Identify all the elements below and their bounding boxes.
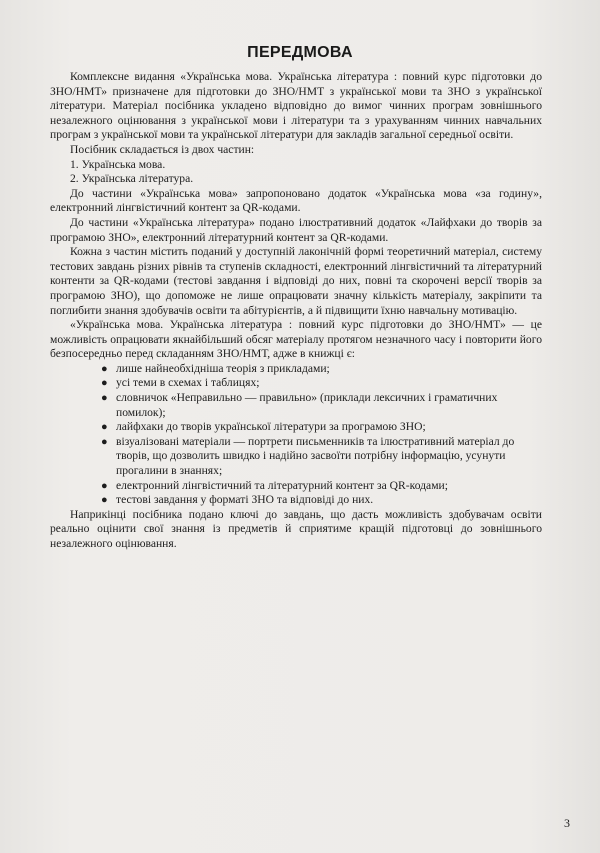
bullet-icon: ● bbox=[101, 479, 108, 492]
feature-list bbox=[50, 362, 542, 508]
paragraph-intro: Комплексне видання «Українська мова. Українська література : повний курс підготовки до ЗНО/НМТ» призначене для підготовки до ЗНО/НМТ з української мови та ЗНО з української літератури. Матеріал посібника укладено відповідно до вимог чинних програм зовнішнього незалежного оцінювання з української мови і літератури та з урахуванням чинних навчальних програм з української мови та української літератури для закладів загальної середньої освіти. bbox=[50, 70, 542, 142]
paragraph-language-appendix: До частини «Українська мова» запропоновано додаток «Українська мова «за годину», електронний лінгвістичний контент за QR-кодами. bbox=[50, 186, 542, 215]
list-item: ● лайфхаки до творів української літератури за програмою ЗНО; bbox=[101, 420, 426, 434]
paragraph-part-2: 2. Українська література. bbox=[70, 172, 194, 186]
body-text bbox=[50, 70, 542, 552]
list-item: ● електронний лінгвістичний та літературний контент за QR-кодами; bbox=[101, 478, 448, 492]
bullet-icon: ● bbox=[101, 494, 108, 507]
bullet-icon: ● bbox=[101, 377, 108, 390]
page-title: ПЕРЕДМОВА bbox=[247, 44, 353, 61]
bullet-icon: ● bbox=[101, 421, 108, 434]
bullet-icon: ● bbox=[101, 362, 108, 375]
paragraph-contents: Кожна з частин містить поданий у доступній лаконічній формі теоретичний матеріал, систему тестових завдань різних рівнів та ступенів складності, електронний лінгвістичний та літературний контенти за QR-кодами (тестові завдання і відповіді до них, повні та скорочені версії творів за програмою ЗНО), що допоможе не лише опрацювати значну кількість матеріалу, закріпити та поглибити знання здобувачів освіти та абітурієнтів, а й підвищити їхню навчальну мотивацію. bbox=[50, 245, 542, 317]
list-item: ● словничок «Неправильно — правильно» (приклади лексичних і граматичних помилок); bbox=[101, 391, 498, 419]
bullet-icon: ● bbox=[101, 435, 108, 448]
paragraph-parts-intro: Посібник складається із двох частин: bbox=[70, 142, 255, 156]
list-item: ● візуалізовані матеріали — портрети письменників та ілюстративний матеріал до творів, що дозволить швидко і надійно засвоїти потрібну інформацію, усунути прогалини в знаннях; bbox=[101, 434, 515, 478]
paragraph-part-1: 1. Українська мова. bbox=[70, 157, 166, 171]
paragraph-literature-appendix: До частини «Українська література» подано ілюстративний додаток «Лайфхаки до творів за програмою ЗНО», електронний літературний контент за QR-кодами. bbox=[50, 215, 542, 244]
bullet-icon: ● bbox=[101, 392, 108, 405]
paragraph-opportunity: «Українська мова. Українська література : повний курс підготовки до ЗНО/НМТ» — це можливість опрацювати якнайбільший обсяг матеріалу протягом незначного часу і повторити його безпосередньо перед складанням ЗНО/НМТ, адже в книжці є: bbox=[50, 318, 542, 361]
list-item: ● тестові завдання у форматі ЗНО та відповіді до них. bbox=[101, 493, 374, 507]
page-number: 3 bbox=[564, 816, 570, 830]
list-item: ● лише найнеобхідніша теорія з прикладами; bbox=[101, 361, 330, 375]
paragraph-conclusion: Наприкінці посібника подано ключі до завдань, що дасть можливість здобувачам освіти реально оцінити свої знання із предметів й сприятиме кращій підготовці до зовнішнього незалежного оцінювання. bbox=[50, 507, 542, 550]
list-item: ● усі теми в схемах і таблицях; bbox=[101, 376, 260, 390]
